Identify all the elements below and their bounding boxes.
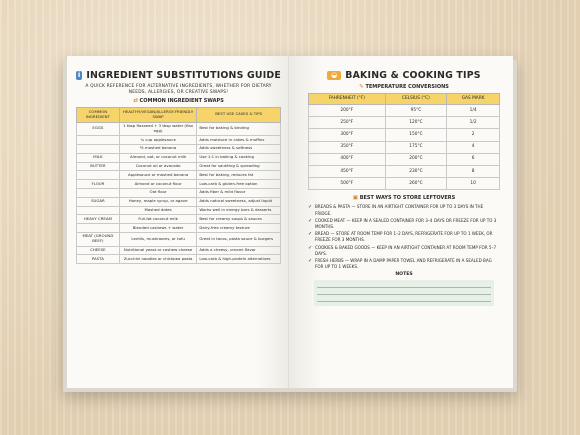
list-item: [308, 245, 500, 257]
tip-cell: Low-carb & high-protein alternatives: [197, 255, 281, 264]
ingredient-cell: [77, 224, 120, 233]
swap-cell: Nutritional yeast or cashew cheese: [119, 246, 197, 255]
tip-cell: Best for creamy soups & sauces: [197, 215, 281, 224]
swap-cell: Almond, oat, or coconut milk: [119, 153, 197, 162]
gas-mark-cell: 4: [447, 141, 500, 153]
ingredient-cell: [77, 144, 120, 153]
tip-cell: Adds sweetness & softness: [197, 144, 281, 153]
fahrenheit-cell: 250°F: [309, 117, 386, 129]
gas-mark-cell: 8: [447, 165, 500, 177]
checkmark-icon: ✓: [308, 204, 313, 211]
celsius-cell: 95°C: [385, 105, 447, 117]
table-row: [309, 117, 500, 129]
tip-text: FRESH HERBS — WRAP IN A DAMP PAPER TOWEL AND REFRIGERATE IN A SEALED BAG FOR UP TO 1 WEEKS.: [315, 257, 492, 270]
ingredient-cell: EGGS: [77, 122, 120, 136]
fahrenheit-cell: 200°F: [309, 105, 386, 117]
table-row: [77, 206, 281, 215]
table-row: [77, 224, 281, 233]
ingredient-cell: FLOUR: [77, 180, 120, 189]
leftovers-title-text: BEST WAYS TO STORE LEFTOVERS: [359, 195, 456, 202]
celsius-cell: 260°C: [385, 178, 447, 190]
celsius-cell: 120°C: [385, 117, 447, 129]
table-row: [77, 122, 281, 136]
ingredient-cell: PASTA: [77, 255, 120, 264]
table-row: [309, 105, 500, 117]
section-title: [304, 84, 504, 90]
swap-cell: ½ mashed banana: [119, 144, 197, 153]
table-row: [309, 165, 500, 177]
leftovers-tips: [308, 204, 500, 270]
table-row: [309, 153, 500, 165]
substitutions-table: [76, 107, 281, 264]
temperature-table-wrap: [308, 93, 500, 190]
ingredient-cell: BUTTER: [77, 162, 120, 171]
gas-mark-cell: 10: [447, 178, 500, 190]
swap-cell: Blended cashews + water: [119, 224, 197, 233]
ingredient-cell: [77, 171, 120, 180]
open-book: [67, 56, 513, 388]
swap-cell: Applesauce or mashed banana: [119, 171, 197, 180]
swap-cell: Zucchini noodles or chickpea pasta: [119, 255, 197, 264]
table-row: [77, 136, 281, 145]
gas-mark-cell: 2: [447, 129, 500, 141]
column-header: COMMON INGREDIENT: [77, 108, 120, 123]
notes-label: NOTES: [395, 272, 413, 278]
gas-mark-cell: 1/2: [447, 117, 500, 129]
swap-cell: ¼ cup applesauce: [119, 136, 197, 145]
ingredient-cell: MILK: [77, 153, 120, 162]
swap-cell: Lentils, mushrooms, or tofu: [119, 232, 197, 246]
notes-line: [317, 287, 491, 288]
substitutions-table-body: [77, 122, 281, 264]
tip-cell: Best for baking & binding: [197, 122, 281, 136]
tip-cell: Low-carb & gluten-free option: [197, 180, 281, 189]
checkmark-icon: ✓: [308, 217, 313, 224]
list-item: [308, 258, 500, 270]
list-item: [308, 231, 500, 243]
info-icon: i: [77, 71, 81, 79]
gas-mark-cell: 1/4: [447, 105, 500, 117]
table-row: [77, 144, 281, 153]
page-title: [304, 70, 504, 81]
notes-line: [317, 294, 491, 295]
page-title-text: INGREDIENT SUBSTITUTIONS GUIDE: [86, 70, 281, 81]
table-row: [309, 141, 500, 153]
list-item: [308, 218, 500, 230]
table-row: [309, 129, 500, 141]
tip-text: COOKIES & BAKED GOODS — KEEP IN AN AIRTIGHT CONTAINER AT ROOM TEMP FOR 5–7 DAYS.: [315, 244, 497, 256]
tip-cell: Adds moisture in cakes & muffins: [197, 136, 281, 145]
section-title: [76, 98, 281, 104]
tip-cell: Best for baking, reduces fat: [197, 171, 281, 180]
swap-cell: Honey, maple syrup, or agave: [119, 197, 197, 206]
column-header: CELSIUS (°C): [385, 94, 447, 105]
column-header: FAHRENHEIT (°F): [309, 94, 386, 105]
checkmark-icon: ✓: [308, 244, 313, 251]
page-subtitle: A QUICK REFERENCE FOR ALTERNATIVE INGREDIENTS, WHETHER FOR DIETARY NEEDS, ALLERGIES, OR CREATIVE SWAPS!: [85, 84, 272, 95]
fahrenheit-cell: 400°F: [309, 153, 386, 165]
tip-cell: Great for sautéing & spreading: [197, 162, 281, 171]
table-row: [77, 188, 281, 197]
ingredient-cell: [77, 206, 120, 215]
temperature-table: [308, 93, 500, 190]
fahrenheit-cell: 350°F: [309, 141, 386, 153]
table-row: [77, 180, 281, 189]
list-item: [308, 204, 500, 216]
table-row: [77, 162, 281, 171]
swap-cell: Full-fat coconut milk: [119, 215, 197, 224]
celsius-cell: 200°C: [385, 153, 447, 165]
right-page: [290, 56, 513, 388]
temperature-table-body: [309, 105, 500, 190]
section-title-text: TEMPERATURE CONVERSIONS: [365, 84, 449, 90]
page-title: [76, 70, 281, 81]
swap-cell: Almond or coconut flour: [119, 180, 197, 189]
table-row: [77, 215, 281, 224]
notes-line: [317, 301, 491, 302]
table-row: [77, 171, 281, 180]
table-row: [77, 255, 281, 264]
ingredient-cell: CHEESE: [77, 246, 120, 255]
swap-cell: Oat flour: [119, 188, 197, 197]
fahrenheit-cell: 450°F: [309, 165, 386, 177]
ingredient-cell: MEAT (GROUND BEEF): [77, 232, 120, 246]
tip-text: BREAD — STORE AT ROOM TEMP FOR 1–2 DAYS, REFRIGERATE FOR UP TO 1 WEEK, OR FREEZE FOR 3 MONTHS.: [315, 231, 493, 243]
column-header: GAS MARK: [447, 94, 500, 105]
swap-cell: Coconut oil or avocado: [119, 162, 197, 171]
swap-icon: ⇄: [133, 98, 138, 104]
table-row: [77, 197, 281, 206]
leftovers-title: [304, 195, 504, 201]
table-row: [77, 153, 281, 162]
table-row: [77, 232, 281, 246]
tip-text: BREADS & PASTA — STORE IN AN AIRTIGHT CONTAINER FOR UP TO 3 DAYS IN THE FRIDGE.: [315, 204, 484, 216]
checkmark-icon: ✓: [308, 257, 313, 264]
checkmark-icon: ✓: [308, 231, 313, 238]
tip-text: COOKED MEAT — KEEP IN A SEALED CONTAINER FOR 3–4 DAYS OR FREEZE FOR UP TO 3 MONTHS.: [315, 217, 497, 229]
fahrenheit-cell: 500°F: [309, 178, 386, 190]
thermometer-icon: ✎: [359, 84, 364, 90]
gas-mark-cell: 6: [447, 153, 500, 165]
bread-icon: ◒: [327, 71, 341, 80]
ingredient-cell: HEAVY CREAM: [77, 215, 120, 224]
table-row: [309, 178, 500, 190]
left-page: [67, 56, 290, 388]
tip-cell: Use 1:1 in baking & cooking: [197, 153, 281, 162]
column-header: HEALTHY/VEGAN/ALLERGY-FRIENDLY SWAP: [119, 108, 197, 123]
ingredient-cell: [77, 136, 120, 145]
celsius-cell: 175°C: [385, 141, 447, 153]
page-title-text: BAKING & COOKING TIPS: [345, 70, 481, 81]
celsius-cell: 230°C: [385, 165, 447, 177]
notes-box: [314, 280, 494, 306]
ingredient-cell: SUGAR: [77, 197, 120, 206]
tip-cell: Adds a cheesy, umami flavor: [197, 246, 281, 255]
tip-cell: Dairy-free creamy texture: [197, 224, 281, 233]
table-row: [77, 246, 281, 255]
column-header: BEST USE CASES & TIPS: [197, 108, 281, 123]
swap-cell: 1 tbsp flaxseed + 3 tbsp water (flax egg): [119, 122, 197, 136]
section-title-text: COMMON INGREDIENT SWAPS: [139, 98, 224, 104]
swap-cell: Mashed dates: [119, 206, 197, 215]
tip-cell: Adds fiber & mild flavor: [197, 188, 281, 197]
container-icon: ▣: [352, 195, 358, 202]
celsius-cell: 150°C: [385, 129, 447, 141]
tip-cell: Works well in energy bars & desserts: [197, 206, 281, 215]
fahrenheit-cell: 300°F: [309, 129, 386, 141]
tip-cell: Adds natural sweetness, adjust liquid: [197, 197, 281, 206]
tip-cell: Great in tacos, pasta sauce & burgers: [197, 232, 281, 246]
ingredient-cell: [77, 188, 120, 197]
